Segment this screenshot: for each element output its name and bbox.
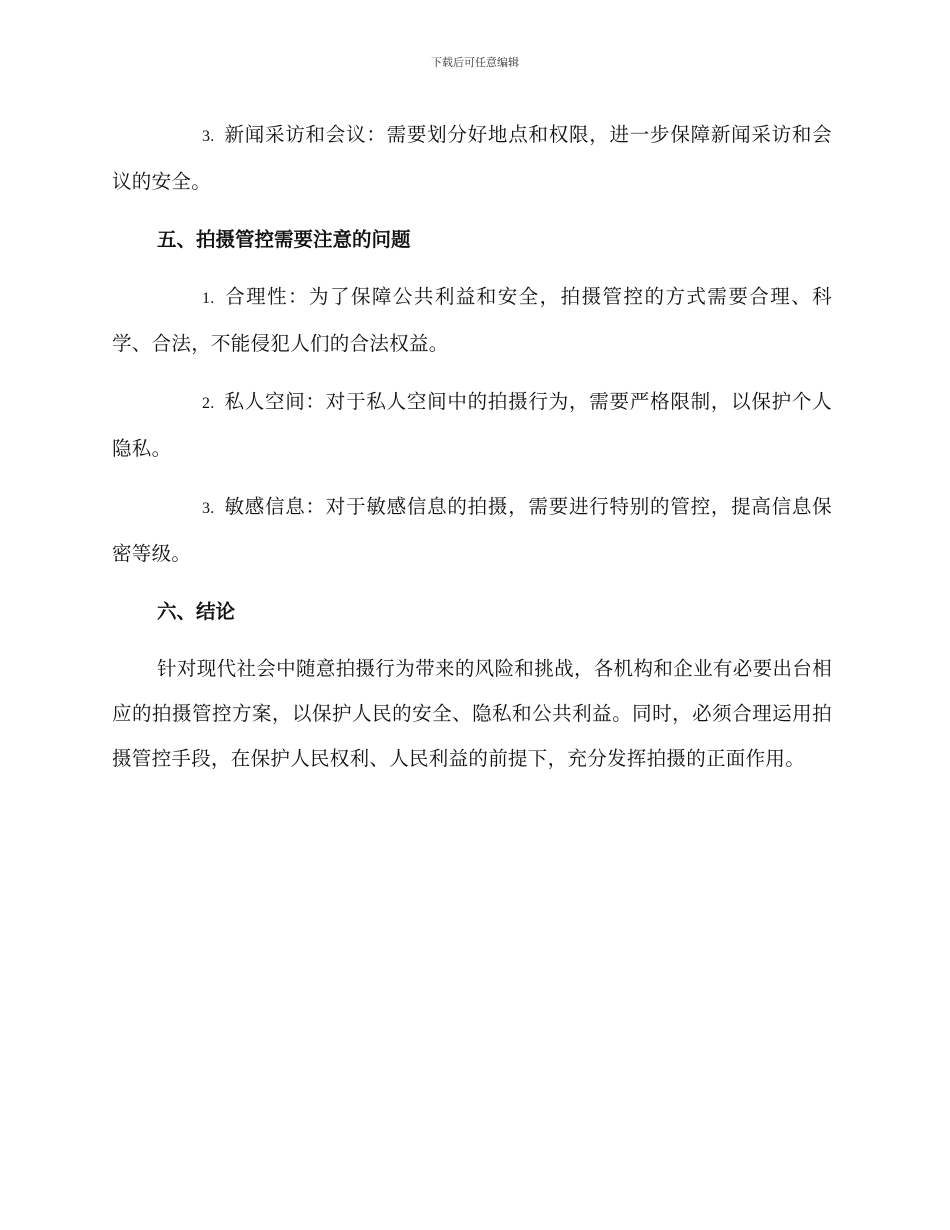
list-item bbox=[112, 112, 832, 204]
conclusion-paragraph: 针对现代社会中随意拍摄行为带来的风险和挑战，各机构和企业有必要出台相应的拍摄管控方案，以保护人民的安全、隐私和公共利益。同时，必须合理运用拍摄管控手段，在保护人民权利、人民利益的前提下，充分发挥拍摄的正面作用。 bbox=[112, 657, 832, 770]
list-item bbox=[112, 379, 832, 471]
list-number: 1. bbox=[202, 290, 215, 307]
document-body bbox=[112, 112, 832, 794]
section-heading: 六、结论 bbox=[157, 600, 236, 623]
list-number: 3. bbox=[202, 500, 215, 517]
list-text: 新闻采访和会议：需要划分好地点和权限，进一步保障新闻采访和会议的安全。 bbox=[112, 123, 832, 193]
list-text: 私人空间：对于私人空间中的拍摄行为，需要严格限制，以保护个人隐私。 bbox=[112, 390, 832, 460]
list-item bbox=[112, 484, 832, 576]
list-item bbox=[112, 274, 832, 366]
list-number: 3. bbox=[202, 128, 215, 145]
list-text: 敏感信息：对于敏感信息的拍摄，需要进行特别的管控，提高信息保密等级。 bbox=[112, 495, 832, 565]
page-header: 下载后可任意编辑 bbox=[431, 56, 519, 69]
list-number: 2. bbox=[202, 395, 215, 412]
list-text: 合理性：为了保障公共利益和安全，拍摄管控的方式需要合理、科学、合法，不能侵犯人们的合法权益。 bbox=[112, 285, 832, 355]
section-heading: 五、拍摄管控需要注意的问题 bbox=[157, 228, 411, 251]
